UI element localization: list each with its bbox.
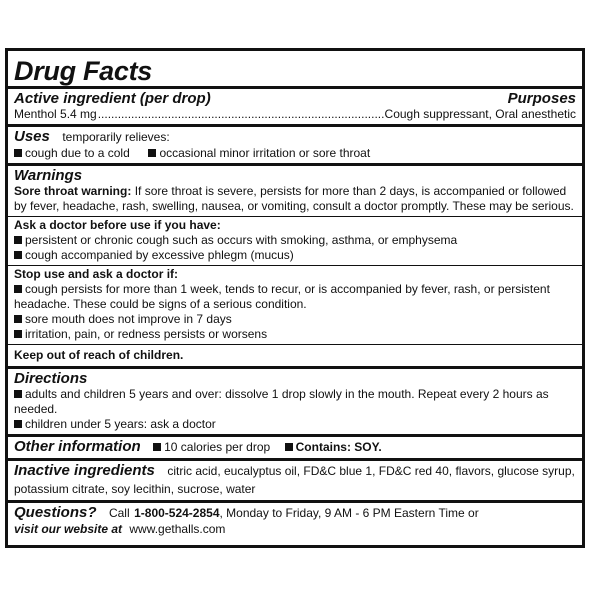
inactive-ingredients-heading: Inactive ingredients xyxy=(14,462,155,479)
keep-out-section xyxy=(14,345,576,366)
phone-number[interactable]: 1-800-524-2854 xyxy=(134,506,220,520)
sore-throat-label: Sore throat warning: xyxy=(14,184,132,198)
stop-use-item: irritation, pain, or redness persists or worsens xyxy=(25,327,268,341)
active-ingredient: Menthol 5.4 mg xyxy=(14,107,97,121)
directions-heading: Directions xyxy=(14,370,88,387)
sore-throat-text: If sore throat is severe, persists for more than 2 days, is accompanied or followed by fever, headache, rash, swelling, nausea, or vomiting, consult a doctor promptly. These may be serious. xyxy=(14,184,574,213)
questions-heading: Questions? xyxy=(14,504,97,521)
stop-use-item: sore mouth does not improve in 7 days xyxy=(25,312,232,326)
keep-out-text: Keep out of reach of children. xyxy=(14,348,184,362)
call-prefix: Call xyxy=(108,506,130,520)
warnings-section xyxy=(14,166,576,216)
bullet-square xyxy=(285,443,293,451)
bullet-square xyxy=(14,285,22,293)
drug-facts-panel xyxy=(5,48,585,548)
stop-use-heading: Stop use and ask a doctor if: xyxy=(14,267,179,281)
bullet-square xyxy=(14,330,22,338)
active-ingredient-section xyxy=(14,89,576,124)
bullet-square xyxy=(153,443,161,451)
website-link[interactable]: www.gethalls.com xyxy=(129,522,226,536)
other-information-heading: Other information xyxy=(14,438,141,455)
bullet-square xyxy=(14,390,22,398)
other-information-section xyxy=(14,437,576,458)
directions-item: adults and children 5 years and over: dissolve 1 drop slowly in the mouth. Repeat every 2 hours as needed. xyxy=(14,387,549,416)
directions-section xyxy=(14,369,576,434)
ask-doctor-section xyxy=(14,217,576,265)
uses-item: cough due to a cold xyxy=(25,146,130,160)
bullet-square xyxy=(14,420,22,428)
bullet-square xyxy=(14,236,22,244)
bullet-square xyxy=(14,315,22,323)
directions-item: children under 5 years: ask a doctor xyxy=(25,417,216,431)
bullet-square xyxy=(148,149,156,157)
stop-use-section xyxy=(14,266,576,344)
dot-leader xyxy=(98,107,384,122)
ask-doctor-item: cough accompanied by excessive phlegm (mucus) xyxy=(25,248,294,262)
stop-use-item: cough persists for more than 1 week, tends to recur, or is accompanied by fever, rash, or persistent headache. These could be signs of a serious condition. xyxy=(14,282,550,311)
drug-facts-title: Drug Facts xyxy=(14,56,153,86)
uses-section xyxy=(14,127,576,163)
active-purpose: Cough suppressant, Oral anesthetic xyxy=(384,107,576,121)
purposes-heading: Purposes xyxy=(507,90,576,107)
uses-intro: temporarily relieves: xyxy=(62,130,170,144)
bullet-square xyxy=(14,251,22,259)
ask-doctor-item: persistent or chronic cough such as occurs with smoking, asthma, or emphysema xyxy=(25,233,458,247)
ask-doctor-heading: Ask a doctor before use if you have: xyxy=(14,218,221,232)
active-ingredient-heading: Active ingredient (per drop) xyxy=(14,90,211,107)
uses-item: occasional minor irritation or sore throat xyxy=(159,146,371,160)
contains-text: Contains: SOY. xyxy=(295,440,382,454)
questions-section xyxy=(14,503,576,539)
hours-text: , Monday to Friday, 9 AM - 6 PM Eastern Time or xyxy=(219,506,479,520)
uses-heading: Uses xyxy=(14,128,50,145)
bullet-square xyxy=(14,149,22,157)
website-label: visit our website at xyxy=(14,522,123,536)
calories-text: 10 calories per drop xyxy=(164,440,271,454)
sore-throat-warning xyxy=(14,184,576,214)
inactive-ingredients-section xyxy=(14,461,576,500)
warnings-heading: Warnings xyxy=(14,167,83,184)
inactive-ingredients-text: citric acid, eucalyptus oil, FD&C blue 1, FD&C red 40, flavors, glucose syrup, potassium citrate, soy lecithin, sucrose, water xyxy=(14,464,575,496)
